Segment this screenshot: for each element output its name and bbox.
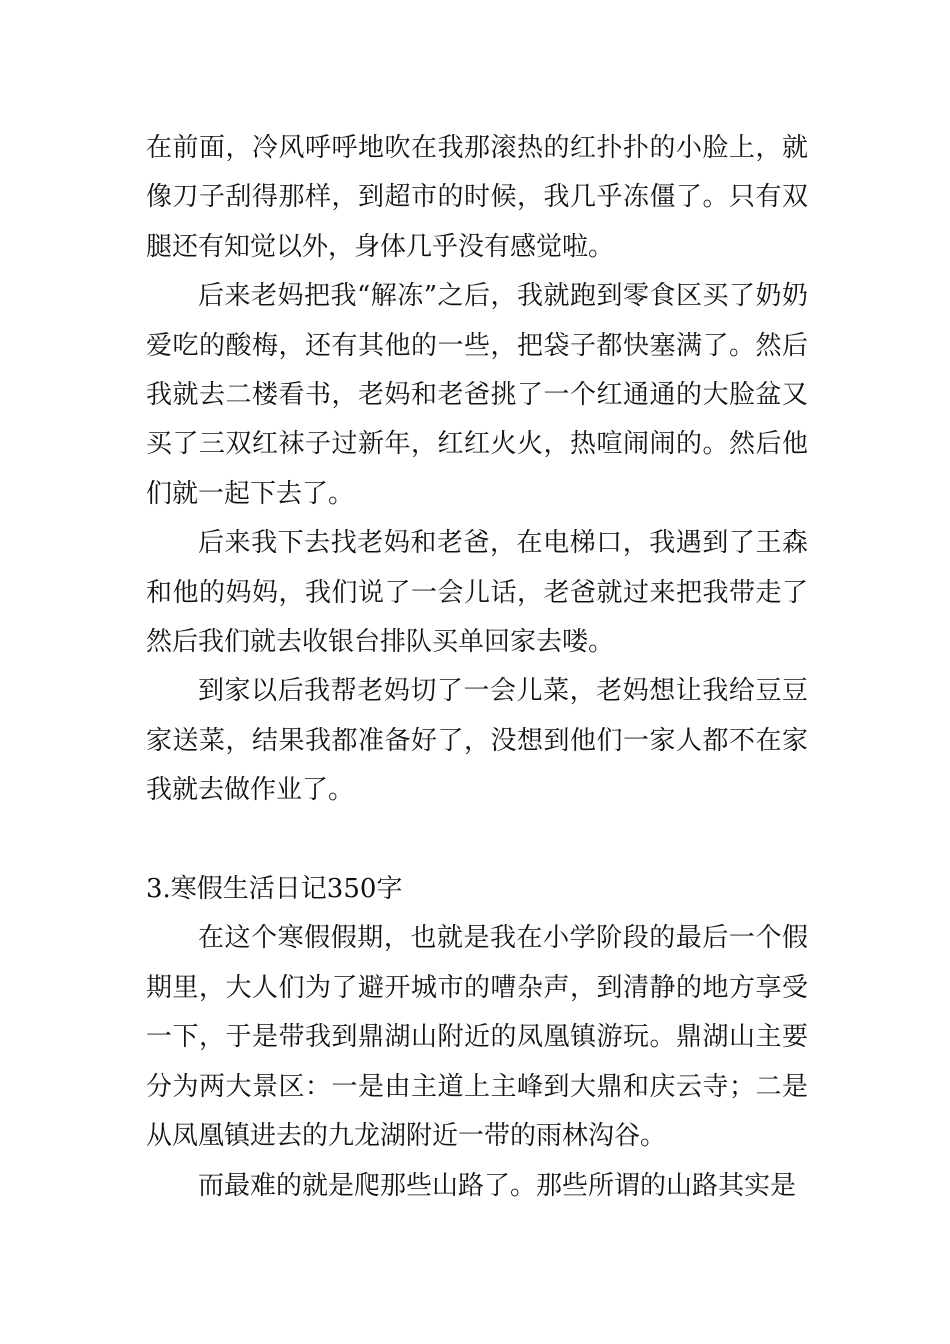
section-heading: 3.寒假生活日记350字: [146, 874, 403, 905]
paragraph-2: 后来老妈把我“解冻”之后，我就跑到零食区买了奶奶爱吃的酸梅，还有其他的一些，把袋子都快塞满了。然后我就去二楼看书，老妈和老爸挑了一个红通通的大脸盆又买了三双红袜子过新年，红红火火，热喧闹闹的。然后他们就一起下去了。: [146, 281, 808, 509]
paragraph-3: 后来我下去找老妈和老爸，在电梯口，我遇到了王森和他的妈妈，我们说了一会儿话，老爸就过来把我带走了然后我们就去收银台排队买单回家去喽。: [146, 528, 808, 658]
paragraph-1: 在前面，冷风呼呼地吹在我那滚热的红扑扑的小脸上，就像刀子刮得那样，到超市的时候，我几乎冻僵了。只有双腿还有知觉以外，身体几乎没有感觉啦。: [146, 133, 808, 262]
paragraph-4: 到家以后我帮老妈切了一会儿菜，老妈想让我给豆豆家送菜，结果我都准备好了，没想到他们一家人都不在家我就去做作业了。: [146, 676, 808, 806]
paragraph-6: 而最难的就是爬那些山路了。那些所谓的山路其实是: [198, 1170, 797, 1201]
paragraph-5: 在这个寒假假期，也就是我在小学阶段的最后一个假期里，大人们为了避开城市的嘈杂声，到清静的地方享受一下，于是带我到鼎湖山附近的凤凰镇游玩。鼎湖山主要分为两大景区：一是由主道上主峰到大鼎和庆云寺；二是从凤凰镇进去的九龙湖附近一带的雨林沟谷。: [146, 923, 808, 1152]
document-body: [146, 124, 808, 1211]
